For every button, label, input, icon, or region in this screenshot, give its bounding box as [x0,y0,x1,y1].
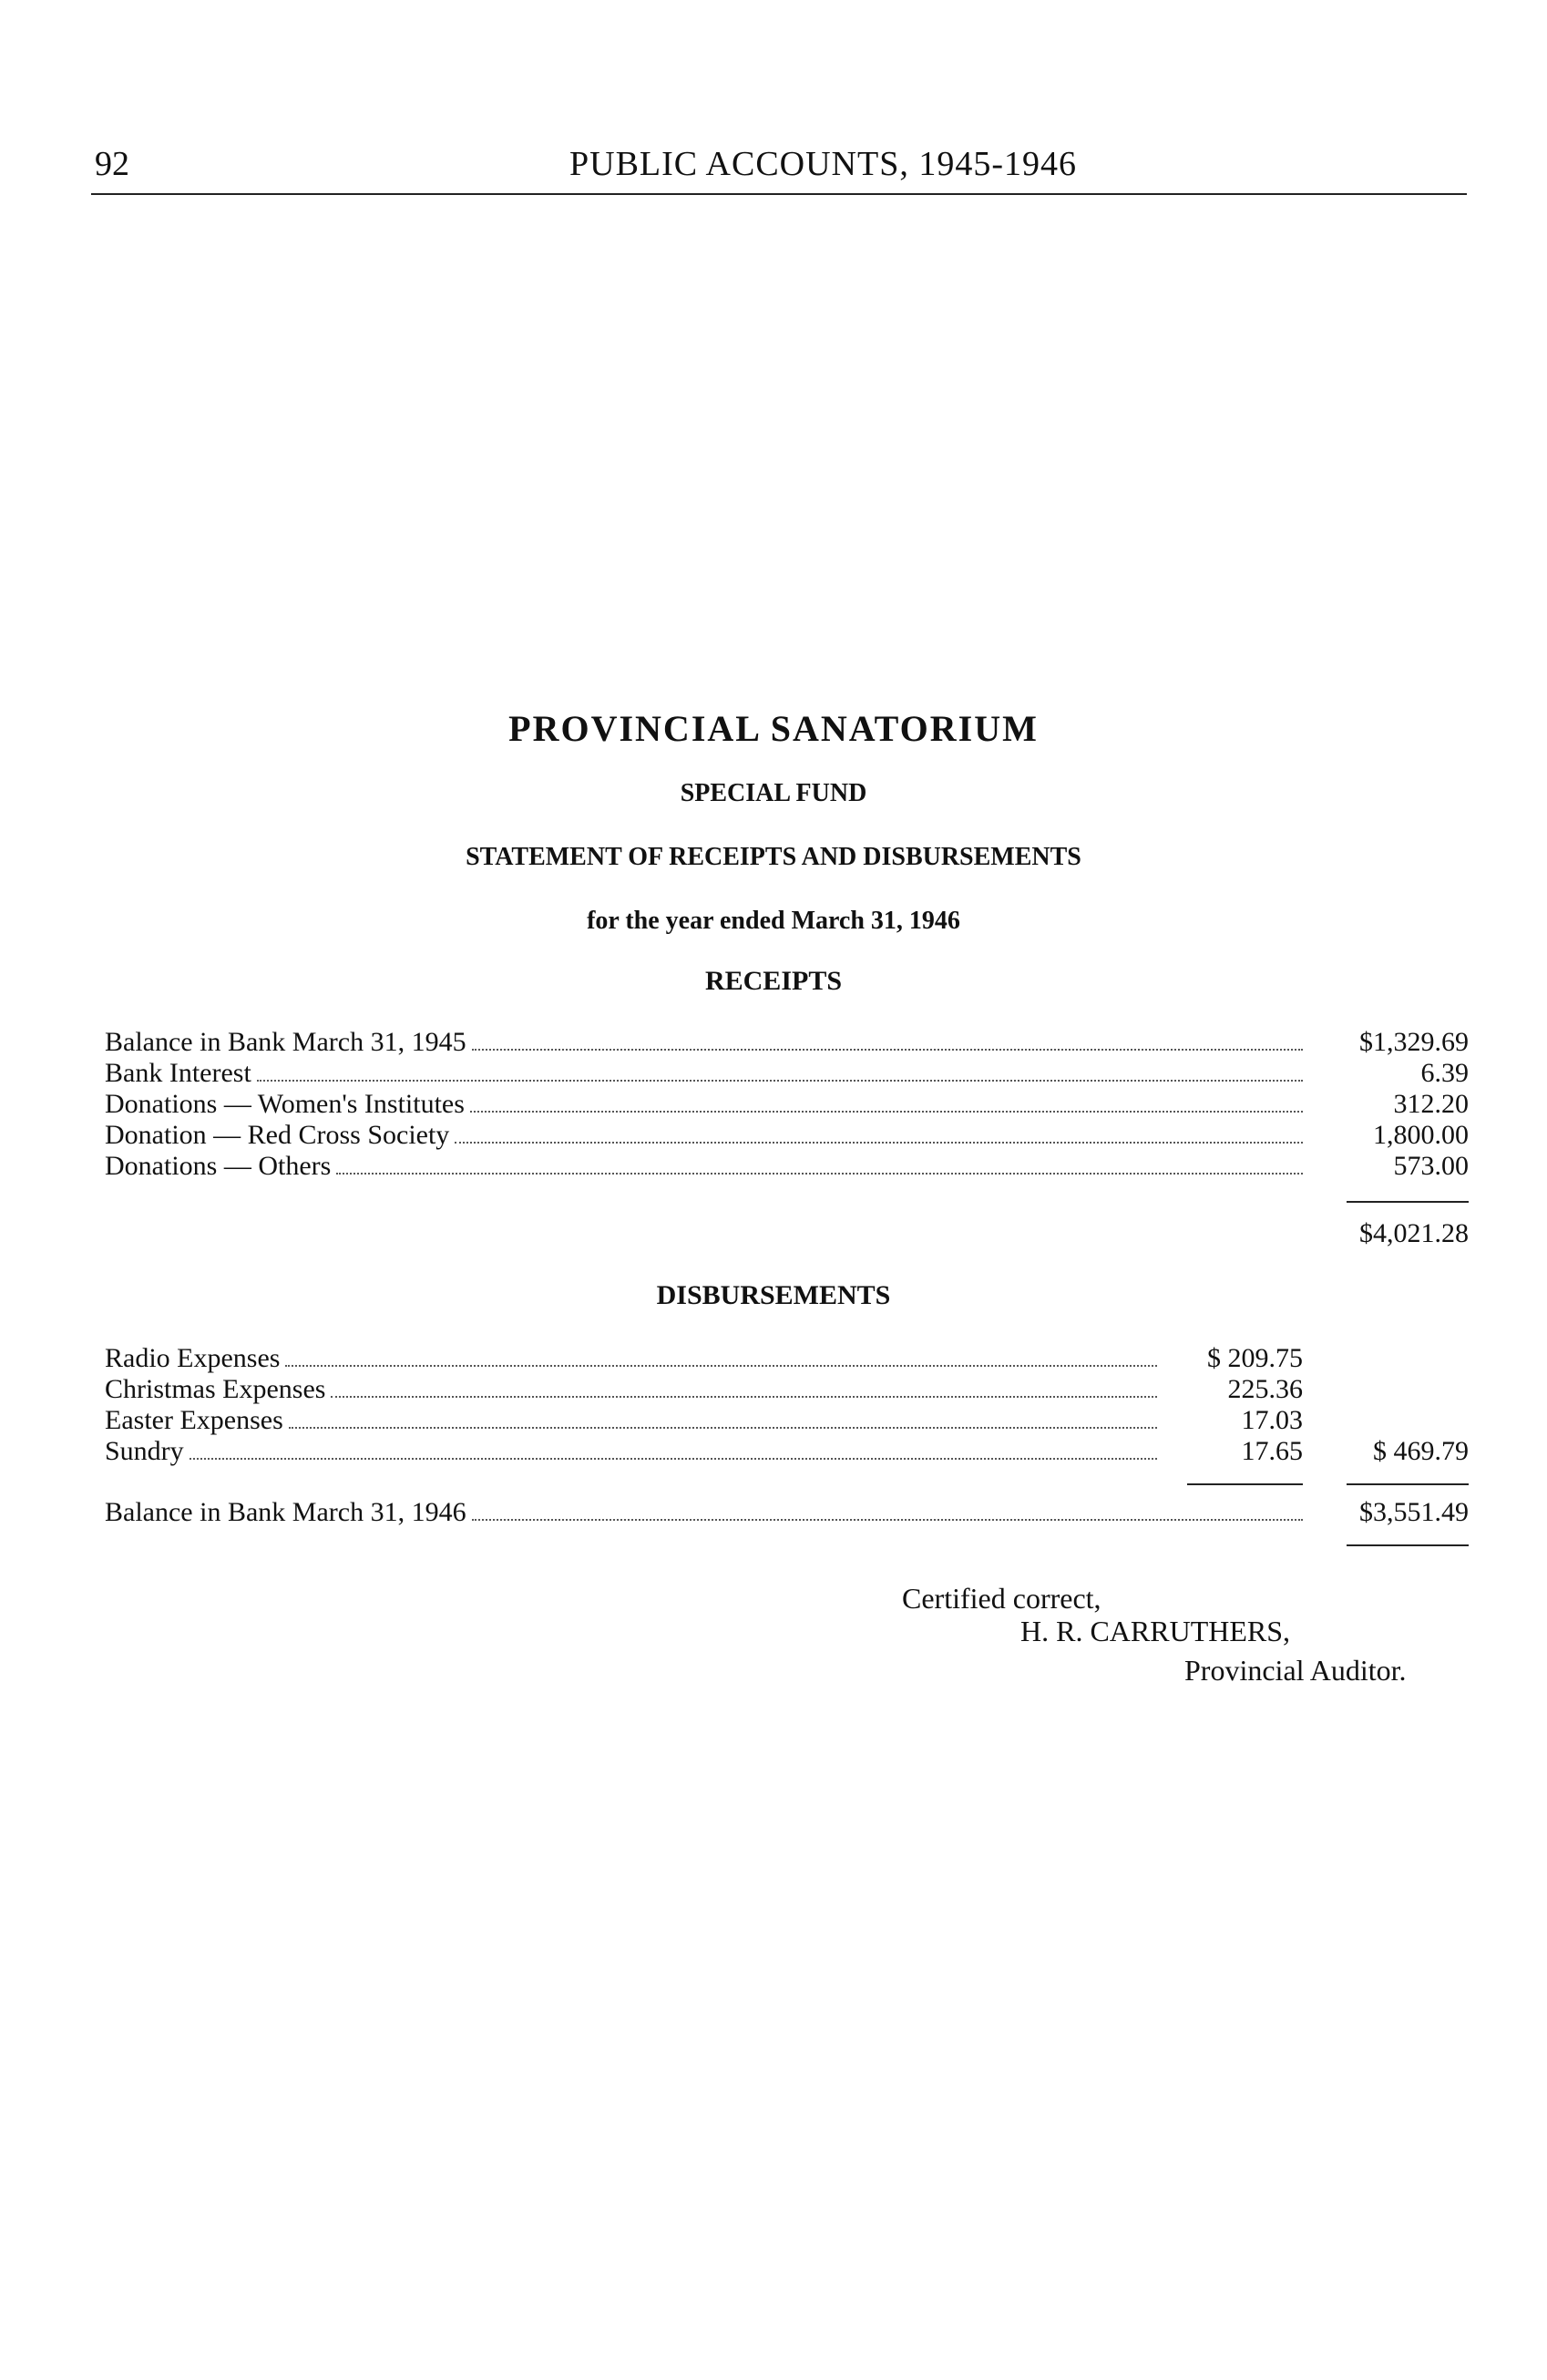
receipt-amount: 1,800.00 [1373,1120,1469,1150]
closing-balance-amount: $3,551.49 [1359,1497,1469,1527]
dot-leader [257,1079,1303,1082]
disbursements-total-rule [1347,1483,1469,1485]
receipt-amount: $1,329.69 [1359,1027,1469,1057]
page-number: 92 [95,145,129,183]
disbursements-rule [1187,1483,1303,1485]
dot-leader [472,1048,1303,1051]
dot-leader [289,1426,1157,1429]
dot-leader [190,1457,1157,1460]
receipts-heading: RECEIPTS [704,966,843,996]
disbursements-heading: DISBURSEMENTS [656,1280,891,1310]
disbursement-label: Christmas Expenses [105,1374,326,1404]
disbursement-line [105,1436,1157,1467]
receipt-label: Donations — Others [105,1151,332,1181]
running-title: PUBLIC ACCOUNTS, 1945-1946 [569,145,1077,183]
receipt-label: Donation — Red Cross Society [105,1120,450,1150]
receipts-total-rule [1347,1201,1469,1203]
receipt-line [105,1058,1303,1089]
receipt-label: Balance in Bank March 31, 1945 [105,1027,466,1057]
receipt-amount: 312.20 [1393,1089,1469,1119]
disbursement-label: Sundry [105,1436,184,1466]
receipt-amount: 573.00 [1393,1151,1469,1181]
disbursement-label: Radio Expenses [105,1343,281,1373]
period-title: for the year ended March 31, 1946 [587,907,960,935]
fund-title: SPECIAL FUND [680,779,867,807]
auditor-title: Provincial Auditor. [1184,1654,1407,1687]
receipt-line [105,1120,1303,1151]
statement-title: STATEMENT OF RECEIPTS AND DISBURSEMENTS [466,843,1081,871]
receipt-line [105,1027,1303,1058]
disbursement-label: Easter Expenses [105,1405,283,1435]
receipts-total: $4,021.28 [1359,1218,1469,1248]
institution-title: PROVINCIAL SANATORIUM [508,708,1039,749]
disbursement-amount: 225.36 [1227,1374,1303,1404]
disbursement-amount: 17.03 [1241,1405,1303,1435]
page-header [91,137,1467,195]
dot-leader [455,1141,1303,1144]
auditor-name: H. R. CARRUTHERS, [1020,1615,1291,1647]
receipt-line [105,1151,1303,1182]
disbursement-amount: $ 209.75 [1207,1343,1303,1373]
dot-leader [472,1518,1303,1521]
closing-balance-rule [1347,1544,1469,1546]
dot-leader [470,1110,1303,1113]
receipt-label: Donations — Women's Institutes [105,1089,465,1119]
dot-leader [285,1364,1157,1367]
closing-balance-line [105,1497,1303,1528]
dot-leader [336,1172,1303,1175]
disbursements-total: $ 469.79 [1373,1436,1469,1466]
certification-line: Certified correct, [902,1582,1101,1615]
receipt-line [105,1089,1303,1120]
disbursement-line [105,1374,1157,1405]
receipt-amount: 6.39 [1420,1058,1469,1088]
dot-leader [331,1395,1157,1398]
receipt-label: Bank Interest [105,1058,251,1088]
closing-balance-label: Balance in Bank March 31, 1946 [105,1497,466,1527]
disbursement-line [105,1343,1157,1374]
disbursement-line [105,1405,1157,1436]
disbursement-amount: 17.65 [1241,1436,1303,1466]
